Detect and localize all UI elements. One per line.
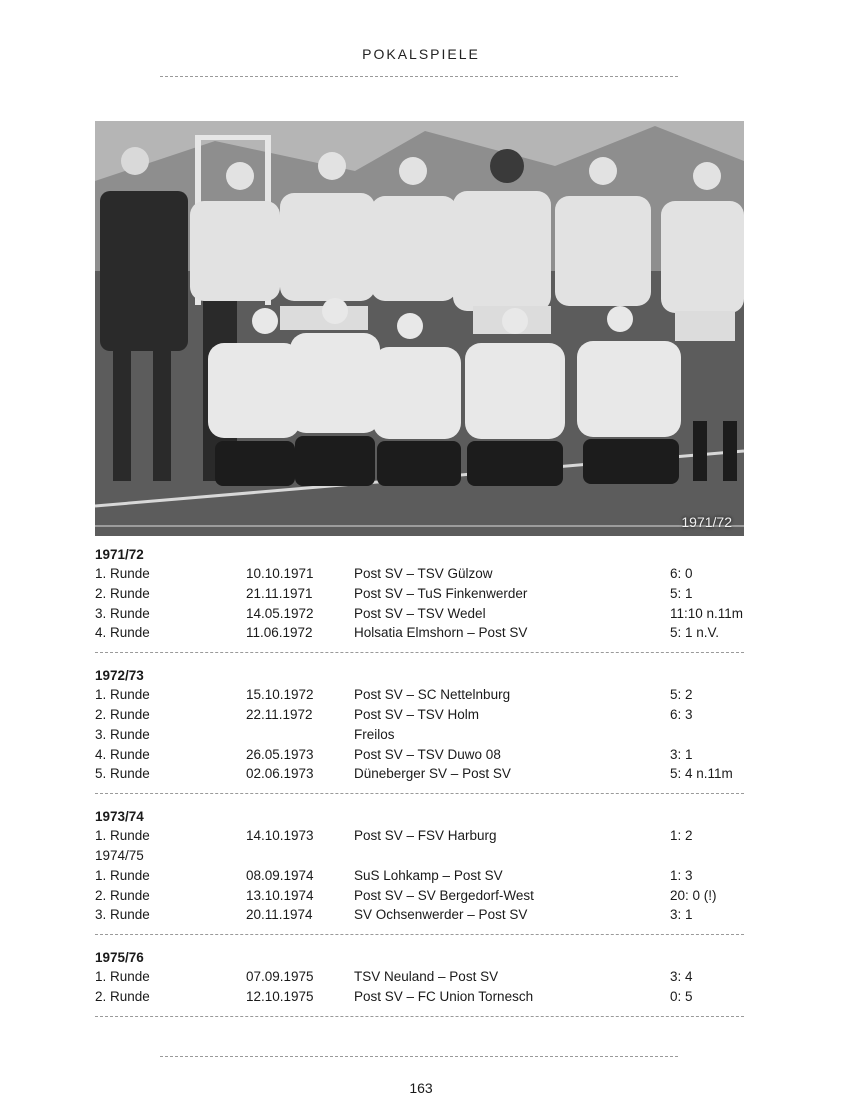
round-cell: 3. Runde — [95, 605, 150, 621]
score-cell: 6: 0 — [670, 566, 693, 581]
header-rule — [160, 76, 678, 77]
round-cell: 2. Runde — [95, 706, 150, 722]
season-divider — [95, 652, 744, 653]
season-title: 1973/74 — [95, 809, 144, 825]
match-cell: Post SV – TSV Duwo 08 — [354, 746, 501, 762]
date-cell: 14.10.1973 — [246, 828, 314, 844]
round-cell: 4. Runde — [95, 625, 150, 641]
table-row — [95, 564, 744, 584]
date-cell: 22.11.1972 — [246, 706, 313, 722]
date-cell: 11.06.1972 — [246, 625, 313, 641]
score-cell: 0: 5 — [670, 988, 693, 1004]
match-cell: Post SV – TSV Holm — [354, 706, 480, 722]
table-row — [95, 623, 744, 643]
date-cell: 13.10.1974 — [246, 887, 314, 903]
round-cell: 1. Runde — [95, 867, 150, 883]
round-cell: 2. Runde — [95, 988, 150, 1004]
round-cell: 3. Runde — [95, 907, 150, 923]
match-cell: TSV Neuland – Post SV — [354, 969, 499, 985]
match-cell: Post SV – TSV Wedel — [354, 605, 486, 621]
table-row — [95, 764, 744, 784]
season-block — [95, 804, 744, 925]
table-row — [95, 745, 744, 765]
score-cell: 20: 0 (!) — [670, 887, 717, 903]
date-cell: 10.10.1971 — [246, 566, 314, 581]
team-photo — [95, 121, 744, 536]
table-row — [95, 604, 744, 624]
date-cell: 07.09.1975 — [246, 969, 314, 985]
round-cell: 2. Runde — [95, 887, 150, 903]
match-cell: SuS Lohkamp – Post SV — [354, 867, 503, 883]
date-cell: 08.09.1974 — [246, 867, 314, 883]
match-cell: Düneberger SV – Post SV — [354, 766, 511, 782]
date-cell: 21.11.1971 — [246, 585, 313, 601]
table-row — [95, 826, 744, 846]
photo-caption: 1971/72 — [681, 514, 732, 530]
score-cell: 5: 1 n.V. — [670, 625, 720, 641]
season-title: 1972/73 — [95, 668, 144, 684]
date-cell: 02.06.1973 — [246, 766, 314, 782]
round-cell: 1. Runde — [95, 687, 150, 703]
date-cell: 14.05.1972 — [246, 605, 314, 621]
score-cell: 3: 1 — [670, 746, 693, 762]
season-divider — [95, 1016, 744, 1017]
score-cell: 3: 1 — [670, 907, 693, 923]
score-cell: 5: 1 — [670, 585, 693, 601]
team-photo-illustration — [95, 121, 744, 536]
season-subtitle: 1974/75 — [95, 847, 144, 863]
match-cell: Post SV – FSV Harburg — [354, 828, 497, 844]
season-block — [95, 945, 744, 1007]
table-row — [95, 584, 744, 604]
round-cell: 2. Runde — [95, 585, 150, 601]
round-cell: 1. Runde — [95, 969, 150, 985]
table-row — [95, 987, 744, 1007]
match-cell: Freilos — [354, 726, 395, 742]
match-cell: Post SV – FC Union Tornesch — [354, 988, 534, 1004]
score-cell: 3: 4 — [670, 969, 693, 985]
page-number: 163 — [409, 1080, 433, 1096]
match-cell: Post SV – SC Nettelnburg — [354, 687, 511, 703]
score-cell: 6: 3 — [670, 706, 693, 722]
table-row — [95, 705, 744, 725]
season-title: 1971/72 — [95, 547, 144, 562]
season-block — [95, 542, 744, 643]
table-row — [95, 967, 744, 987]
date-cell: 15.10.1972 — [246, 687, 314, 703]
round-cell: 1. Runde — [95, 828, 150, 844]
round-cell: 3. Runde — [95, 726, 150, 742]
table-row — [95, 725, 744, 745]
round-cell: 5. Runde — [95, 766, 150, 782]
score-cell: 5: 4 n.11m — [670, 766, 733, 782]
table-row — [95, 905, 744, 925]
table-row — [95, 685, 744, 705]
season-block — [95, 663, 744, 784]
date-cell: 12.10.1975 — [246, 988, 314, 1004]
season-divider — [95, 793, 744, 794]
match-cell: Holsatia Elmshorn – Post SV — [354, 625, 528, 641]
season-divider — [95, 934, 744, 935]
footer-rule — [160, 1056, 678, 1057]
match-cell: Post SV – TuS Finkenwerder — [354, 585, 528, 601]
match-cell: Post SV – TSV Gülzow — [354, 566, 493, 581]
table-row — [95, 866, 744, 886]
round-cell: 4. Runde — [95, 746, 150, 762]
score-cell: 1: 3 — [670, 867, 693, 883]
match-cell: Post SV – SV Bergedorf-West — [354, 887, 534, 903]
match-cell: SV Ochsenwerder – Post SV — [354, 907, 528, 923]
page-header: POKALSPIELE — [362, 46, 480, 62]
score-cell: 5: 2 — [670, 687, 693, 703]
table-row — [95, 886, 744, 906]
date-cell: 26.05.1973 — [246, 746, 314, 762]
season-title: 1975/76 — [95, 950, 144, 966]
cup-results — [95, 542, 744, 1027]
score-cell: 1: 2 — [670, 828, 693, 844]
round-cell: 1. Runde — [95, 566, 150, 581]
date-cell: 20.11.1974 — [246, 907, 313, 923]
score-cell: 11:10 n.11m — [670, 605, 744, 621]
